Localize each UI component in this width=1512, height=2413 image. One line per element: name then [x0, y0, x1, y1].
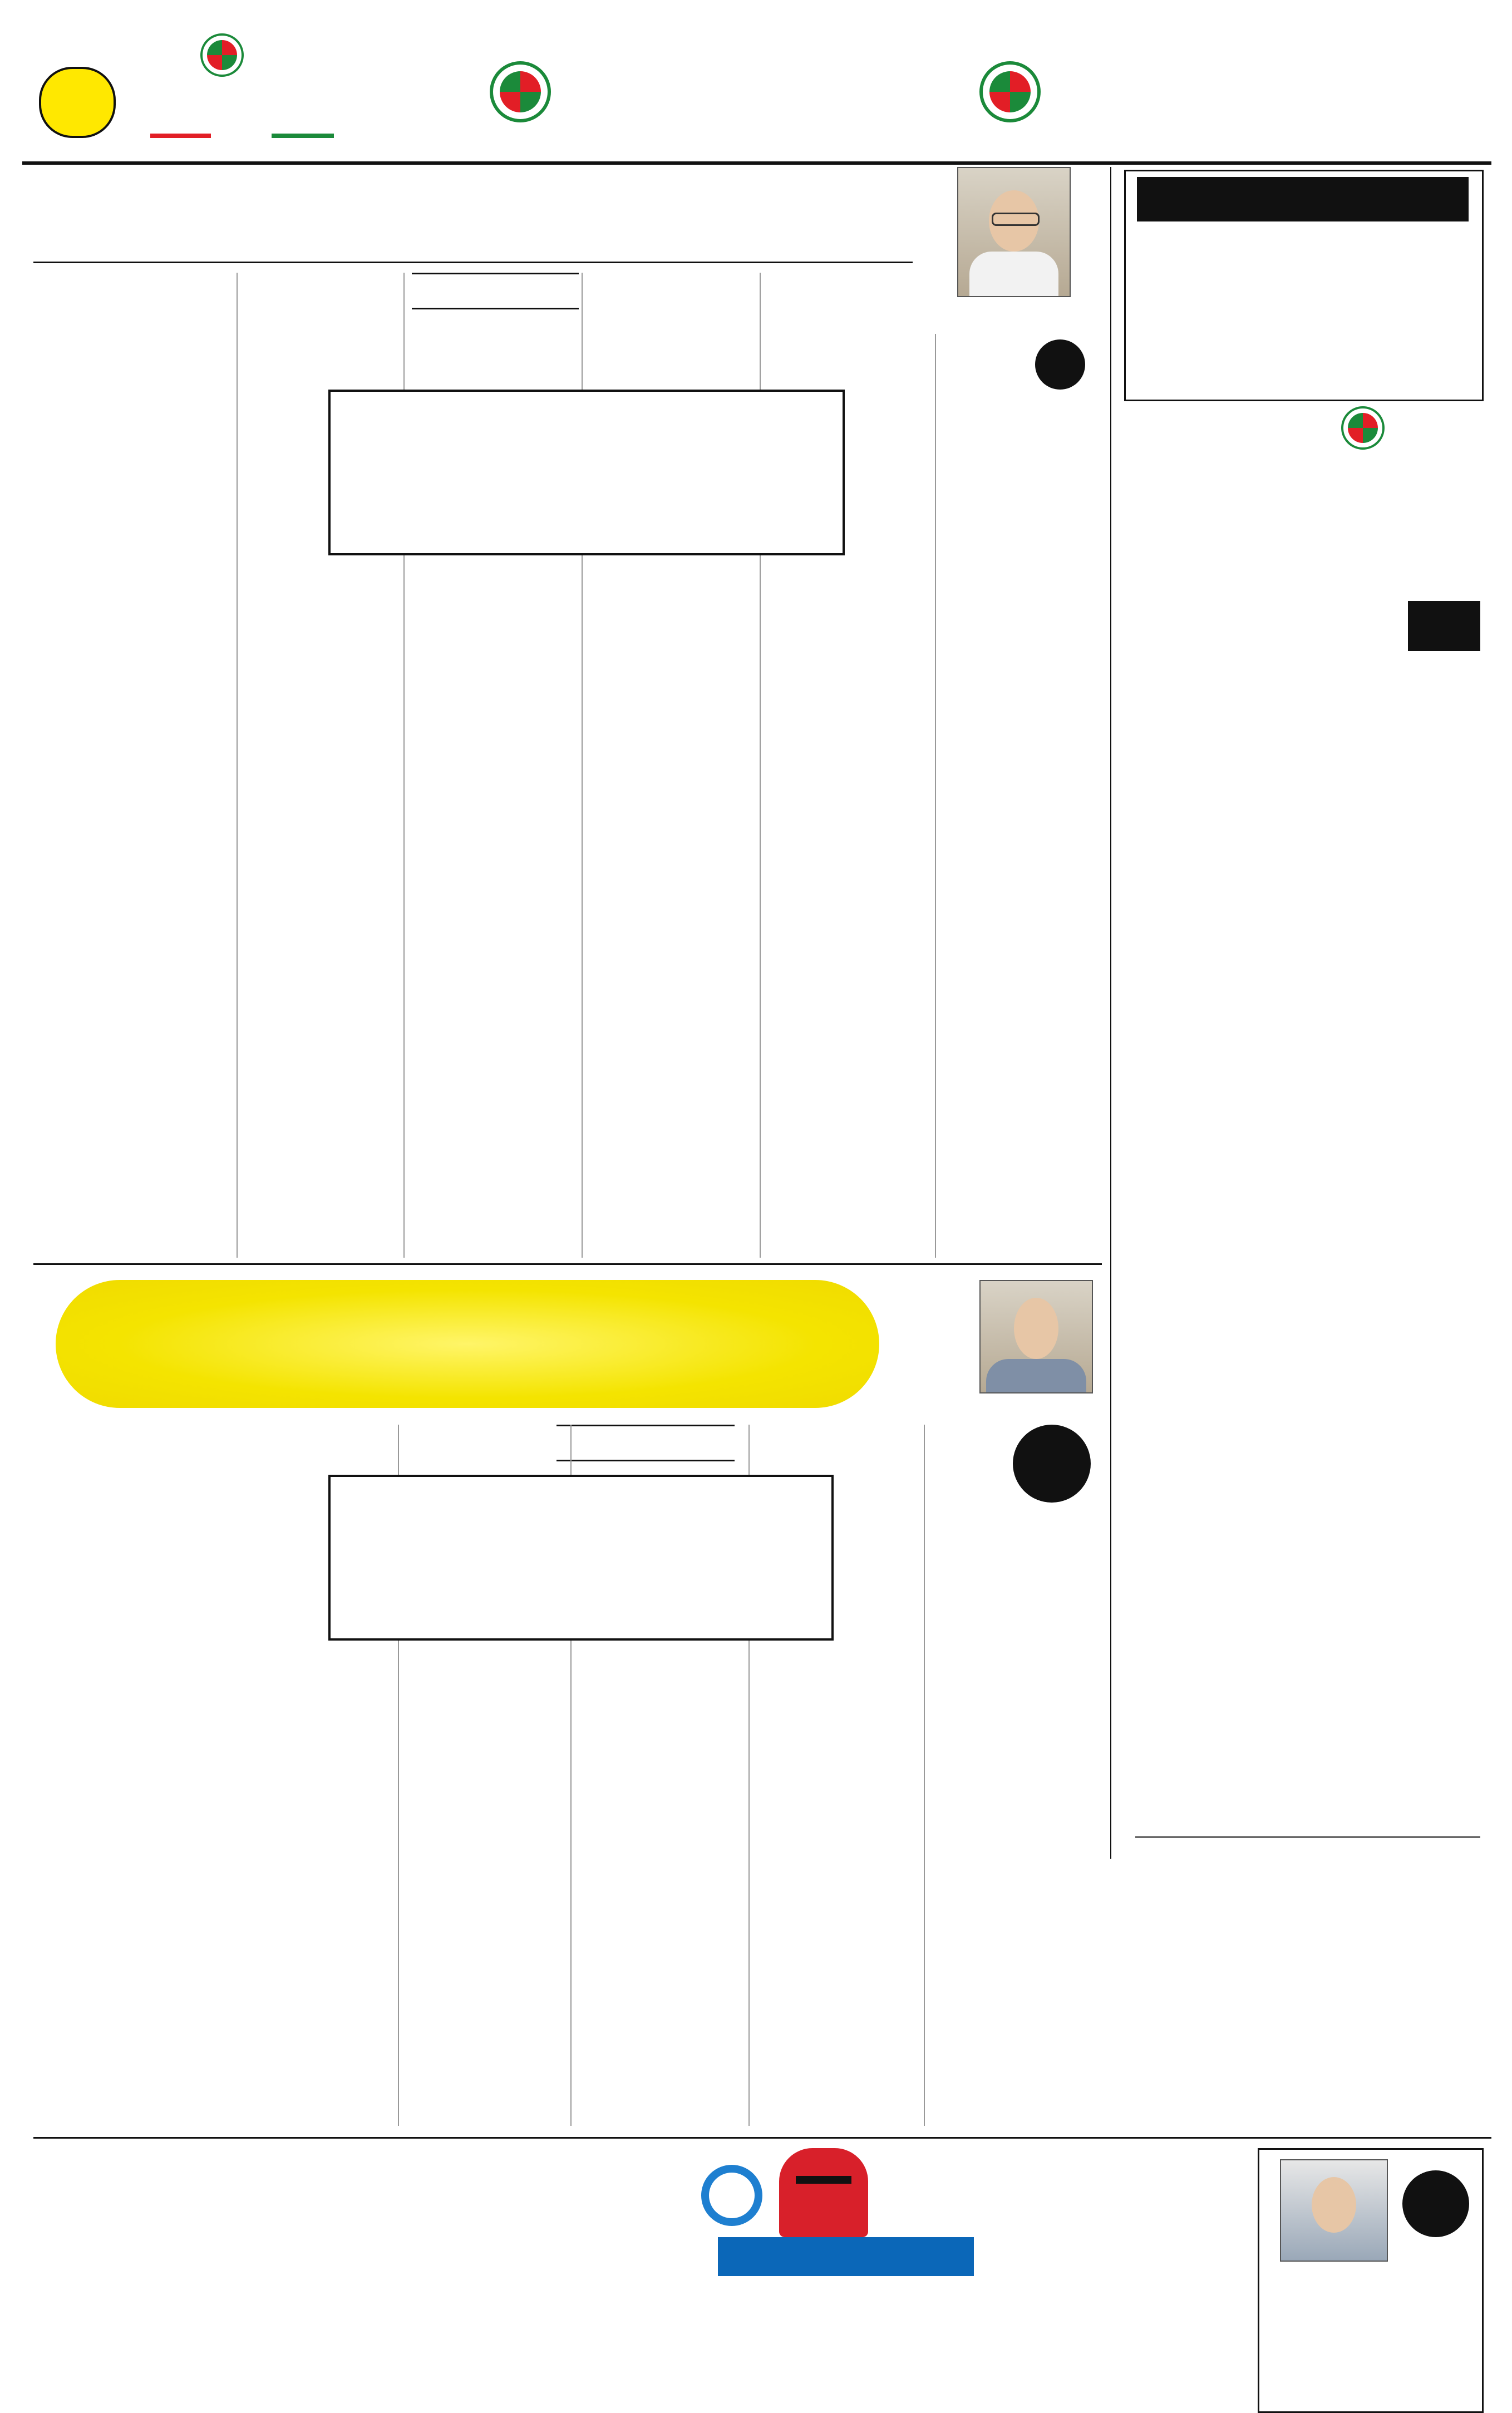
- browser-e-icon: [701, 2165, 762, 2226]
- side-email[interactable]: [1135, 1836, 1480, 1841]
- uk-badge: [1013, 1425, 1091, 1503]
- brand-stripe: [150, 134, 334, 138]
- quotes-title: [1137, 177, 1469, 221]
- letterbox-icon: [779, 2148, 868, 2237]
- second-tag: [556, 1425, 735, 1461]
- emblem-left-icon: [490, 61, 551, 122]
- quotes-box: [1124, 170, 1484, 401]
- letters-banner-title: [718, 2237, 974, 2276]
- section-title-urdu: [1091, 45, 1480, 150]
- main-col-6: [33, 367, 228, 1258]
- col-rule-5: [237, 273, 238, 1258]
- pull-quote-text: [342, 403, 831, 542]
- analysis-tag: [412, 273, 579, 309]
- brand-logo: [128, 33, 339, 150]
- letter1-text: [1018, 2187, 1247, 2287]
- letter4-cont: [301, 2148, 523, 2287]
- second-pull-quote: [328, 1475, 834, 1641]
- main-col-1: [943, 334, 1085, 1258]
- article-number-badge: [1035, 339, 1085, 390]
- mirror-label-badge: [1402, 2170, 1469, 2237]
- side-text: [1130, 601, 1480, 1825]
- author-photo: [957, 167, 1071, 297]
- mid-rule: [33, 1263, 1102, 1265]
- side-rule: [1110, 167, 1111, 1859]
- second-pull-quote-text: [342, 1488, 820, 1627]
- second-col-1: [935, 1514, 1096, 2126]
- second-headline-pill: [56, 1280, 879, 1408]
- headline-rule: [33, 262, 913, 263]
- main-pull-quote: [328, 390, 845, 555]
- col-rule-1: [935, 334, 936, 1258]
- side-brand-logo: [1269, 406, 1458, 529]
- side-emblem-icon: [1341, 406, 1385, 450]
- emblem-right-icon: [979, 61, 1041, 122]
- main-headline: [33, 178, 935, 262]
- page-number: [39, 67, 116, 138]
- second-author-photo: [979, 1280, 1093, 1393]
- second-rule-1: [924, 1425, 925, 2126]
- poet-photo: [1280, 2159, 1388, 2262]
- letter4-text: [33, 2148, 289, 2287]
- emblem-icon: [200, 33, 244, 77]
- bottom-rule: [33, 2137, 1491, 2139]
- quotes-text: [1137, 233, 1471, 394]
- letter3-text: [534, 2148, 684, 2287]
